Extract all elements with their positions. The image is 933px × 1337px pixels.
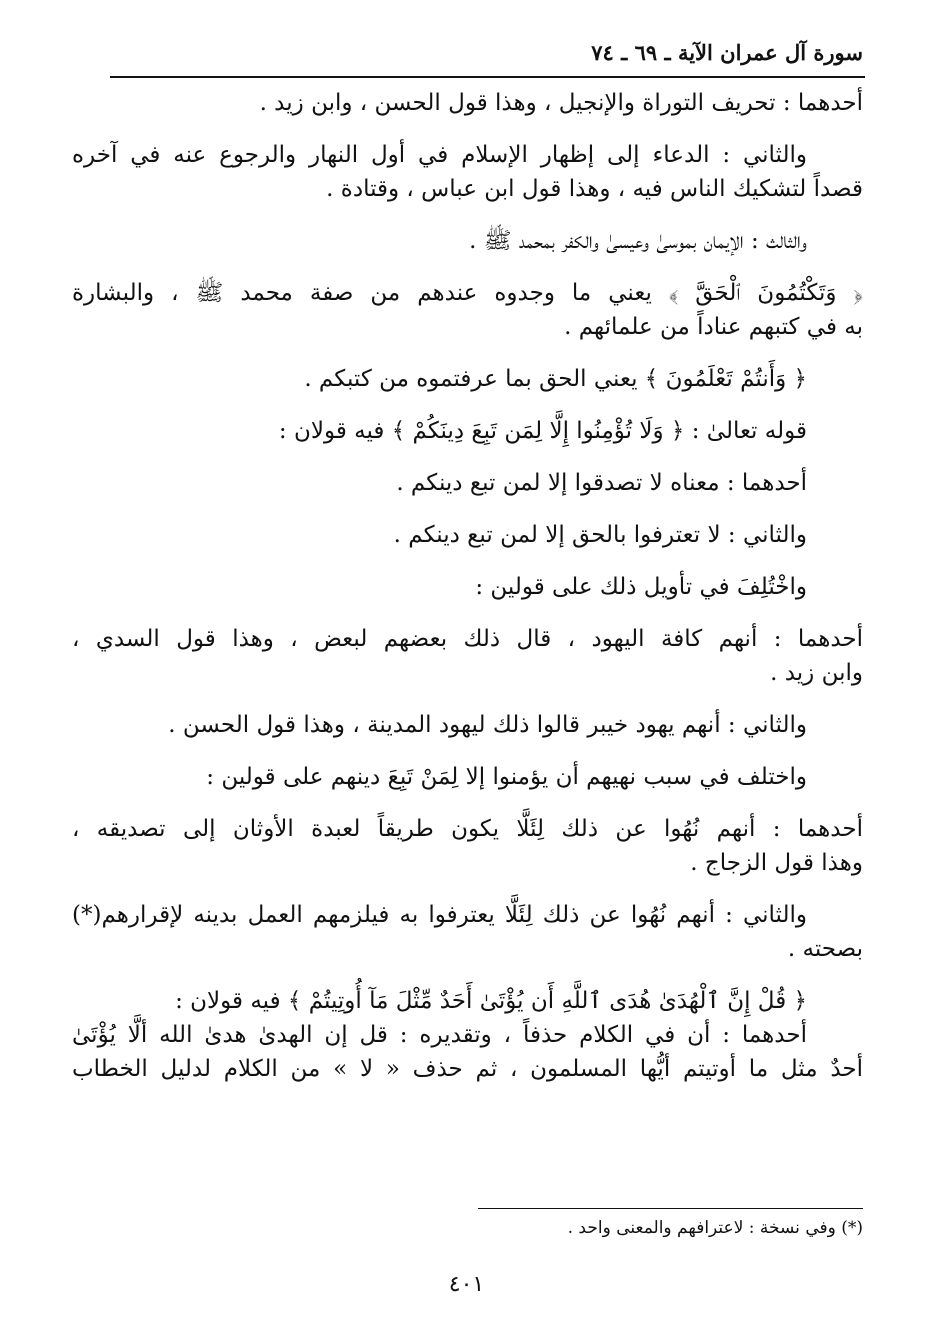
text-line: والثاني : أنهم يهود خيبر قالوا ذلك ليهود المدينة ، وهذا قول الحسن .	[168, 712, 807, 738]
text-line: أحدٌ مثل ما أوتيتم أيُّها المسلمون ، ثم حذف « لا » من الكلام لدليل الخطاب	[72, 1056, 863, 1082]
text-line: قصداً لتشكيك الناس فيه ، وهذا قول ابن عباس ، وقتادة .	[326, 176, 863, 202]
text-line: أحدهما : أن في الكلام حذفاً ، وتقديره : قل إن الهدىٰ هدىٰ الله ألَّا يُؤْتَىٰ	[72, 1022, 807, 1048]
text-line: والثاني : أنهم نُهُوا عن ذلك لِئَلَّا يعترفوا به فيلزمهم العمل بدينه لإقرارهم(*)	[72, 902, 807, 928]
text-line: أحدهما : أنهم نُهُوا عن ذلك لِئَلَّا يكون طريقاً لعبدة الأوثان إلى تصديقه ،	[72, 816, 863, 842]
body-text	[72, 86, 863, 1086]
footnote-rule	[478, 1208, 863, 1209]
text-line: والثالث : الإيمان بموسىٰ وعيسىٰ والكفر بمحمد ﷺ .	[469, 228, 807, 254]
text-line: ﴿ وَأَنتُمْ تَعْلَمُونَ ﴾ يعني الحق بما عرفتموه من كتبكم .	[304, 366, 807, 392]
text-line: والثاني : الدعاء إلى إظهار الإسلام في أول النهار والرجوع عنه في آخره	[72, 142, 807, 168]
text-line: به في كتبهم عناداً من علمائهم .	[564, 314, 863, 340]
text-line: واخْتُلِفَ في تأويل ذلك على قولين :	[475, 574, 807, 600]
footnote: (*) وفي نسخة : لاعترافهم والمعنى واحد .	[567, 1218, 863, 1238]
text-line: أحدهما : تحريف التوراة والإنجيل ، وهذا قول الحسن ، وابن زيد .	[259, 90, 863, 116]
text-line: أحدهما : معناه لا تصدقوا إلا لمن تبع دينكم .	[396, 470, 807, 496]
header-rule	[110, 76, 865, 78]
text-line: والثاني : لا تعترفوا بالحق إلا لمن تبع دينكم .	[393, 522, 807, 548]
page-number: ٤٠١	[448, 1272, 485, 1297]
text-line: وهذا قول الزجاج .	[690, 850, 863, 876]
text-line: قوله تعالىٰ : ﴿ وَلَا تُؤْمِنُوا إِلَّا لِمَن تَبِعَ دِينَكُمْ ﴾ فيه قولان :	[278, 418, 807, 444]
text-line: بصحته .	[787, 936, 863, 962]
running-header-title: سورة آل عمران الآية ـ ٦٩ ـ ٧٤	[591, 40, 863, 65]
text-line: ﴿ قُلْ إِنَّ ٱلْهُدَىٰ هُدَى ٱللَّهِ أَن يُؤْتَىٰ أَحَدٌ مِّثْلَ مَآ أُوتِيتُمْ ﴾ فيه قولان :	[175, 988, 807, 1014]
text-line: واختلف في سبب نهيهم أن يؤمنوا إلا لِمَنْ تَبِعَ دينهم على قولين :	[206, 764, 807, 790]
text-line: ﴿ وَتَكْتُمُونَ ٱلْحَقَّ ﴾ يعني ما وجدوه عندهم من صفة محمد ﷺ ، والبشارة	[72, 280, 863, 306]
text-line: وابن زيد .	[770, 660, 863, 686]
text-line: أحدهما : أنهم كافة اليهود ، قال ذلك بعضهم لبعض ، وهذا قول السدي ،	[72, 626, 863, 652]
